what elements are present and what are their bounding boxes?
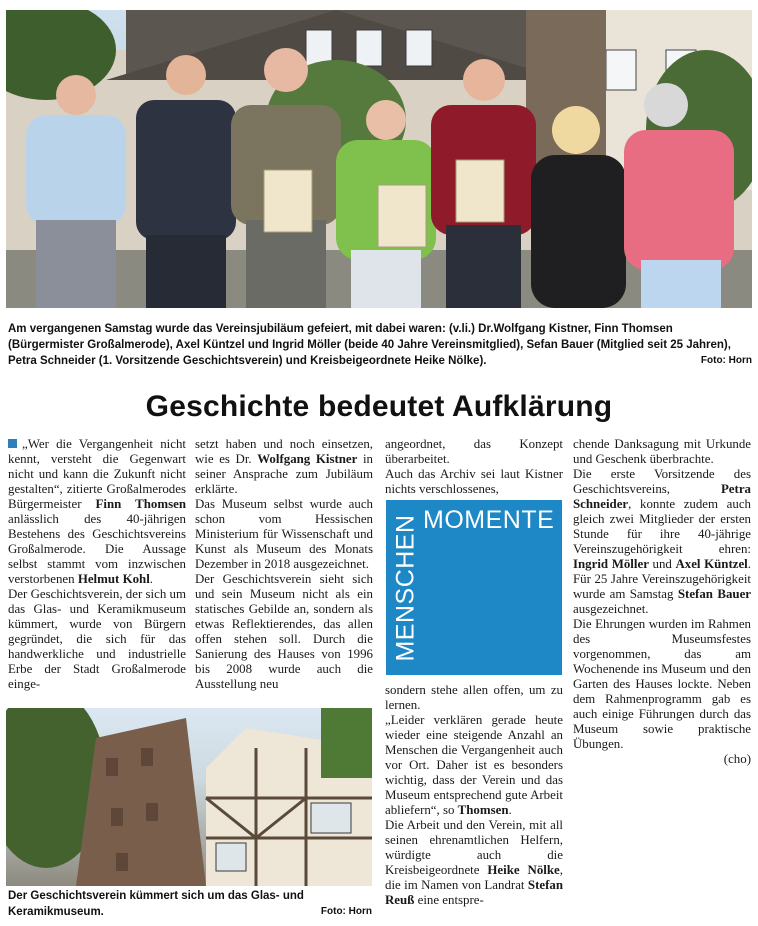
group-photo-icon [6,10,752,308]
paragraph: „Leider verklären gerade heute wieder eine steigende Anzahl an Menschen die Vergangenheit auch vor Ort. Daher ist es besonders wichtig, dass der Verein und das Museum entsprechend gute Arbeit abliefern“, so Thomsen. [385,713,563,817]
article-column-3-bottom [385,683,563,908]
article-column-4 [573,437,751,767]
article-column-3-top [385,437,563,497]
article-column-2 [195,437,373,692]
paragraph: „Wer die Vergangenheit nicht kennt, versteht die Gegenwart nicht und kann die Zukunft nicht gestalten“, zitierte Großalmerodes Bürgermeister Finn Thomsen anlässlich des 40-jährigen Bestehens des Geschichtsvereins Großalmerode. Die Aussage selbst stammt vom inzwischen verstorbenen Helmut Kohl. [8,437,186,586]
paragraph: Das Museum selbst wurde auch schon vom Hessischen Ministerium für Wissenschaft und Kunst als Museum des Monats Dezember in 2018 ausgezeichnet. [195,497,373,571]
bottom-caption-text: Der Geschichtsverein kümmert sich um das Glas- und Keramikmuseum. [8,890,304,918]
paragraph: Der Geschichtsverein sieht sich und sein Museum nicht als ein statisches Gebilde an, sondern als etwas Reflektierendes, das allen offen stehen soll. Durch die Sanierung des Hauses von 1996 bis 2008 wurde auch die Ausstellung neu [195,572,373,691]
logo-vertical-text: MENSCHEN [391,513,420,662]
bottom-photo-credit: Foto: Horn [320,906,372,917]
article-column-1 [8,437,186,692]
group-photo [6,10,752,308]
paragraph: Auch das Archiv sei laut Kistner nichts verschlossenes, [385,467,563,496]
top-caption-text: Am vergangenen Samstag wurde das Vereinsjubiläum gefeiert, mit dabei waren: (v.li.) Dr.Wolfgang Kistner, Finn Thomsen (Bürgermister Großalmerode), Axel Küntzel und Ingrid Möller (beide 40 Jahre Vereinsmitglied), Sefan Bauer (Mitglied seit 25 Jahren), Petra Schneider (1. Vorsitzende Geschichtsverein) und Kreisbeigeordnete Heike Nölke). [8,323,731,367]
paragraph: angeordnet, das Konzept überarbeitet. [385,437,563,466]
paragraph: setzt haben und noch einsetzen, wie es Dr. Wolfgang Kistner in seiner Ansprache zum Jubiläum erklärte. [195,437,373,496]
author-initials: (cho) [723,752,751,766]
paragraph: Die Arbeit und den Verein, mit all seinen ehrenamtlichen Helfern, würdigte auch die Kreisbeigeordnete Heike Nölke, die im Namen von Landrat Stefan Reuß eine entspre- [385,818,563,907]
paragraph: sondern stehe allen offen, um zu lernen. [385,683,563,712]
paragraph: Die erste Vorsitzende des Geschichtsvereins, Petra Schneider, konnte zudem auch gleich zwei Mitglieder der ersten Stunde für ihre 40-jährige Vereinszugehörigkeit ehren: Ingrid Möller und Axel Küntzel. Für 25 Jahre Vereinszugehörigkeit wurde am Samstag Stefan Bauer ausgezeichnet. [573,467,752,616]
top-photo-credit: Foto: Horn [700,355,752,366]
museum-building-photo [6,708,372,886]
menschen-momente-logo [386,500,562,675]
bottom-photo-caption [8,888,372,920]
museum-building-icon [6,708,372,886]
paragraph: Die Ehrungen wurden im Rahmen des Museumsfestes vorgenommen, das am Wochenende ins Museum und den Garten des Hauses lockte. Neben dem Rahmenprogramm gab es auch einige Führungen durch das Museum sowie praktische Übungen. [573,617,751,751]
paragraph: Der Geschichtsverein, der sich um das Glas- und Keramikmuseum kümmert, wurde von Bürgern gegründet, die sich für das handwerkliche und industrielle Erbe der Stadt Großalmerode einge- [8,587,186,691]
bullet-square-icon [8,439,17,448]
top-photo-caption [8,321,752,369]
logo-horizontal-text: MOMENTE [423,506,555,534]
paragraph: chende Danksagung mit Urkunde und Geschenk überbrachte. [573,437,751,466]
article-headline: Geschichte bedeutet Aufklärung [145,390,613,423]
